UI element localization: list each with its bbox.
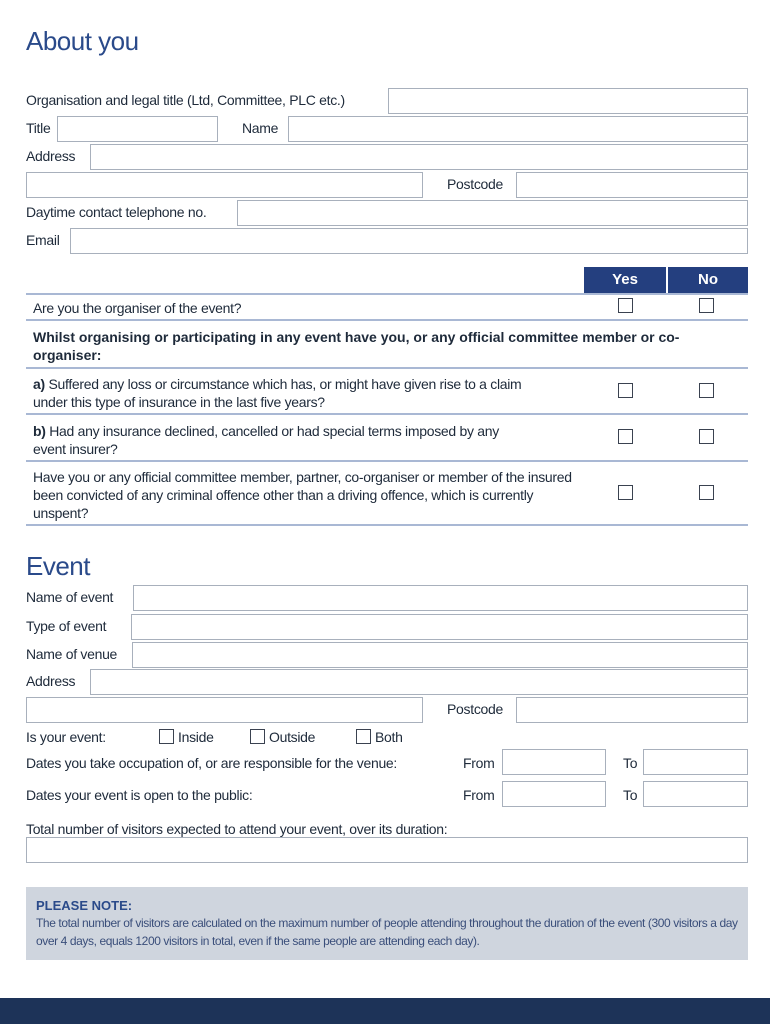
footer-bar: [0, 998, 770, 1024]
q-b-text: Had any insurance declined, cancelled or had special terms imposed by any event insurer?: [33, 423, 499, 457]
address-label: Address: [26, 148, 76, 164]
event-address-label: Address: [26, 673, 76, 689]
public-from-input[interactable]: [502, 781, 606, 807]
q-a-prefix: a): [33, 376, 45, 392]
event-postcode-label: Postcode: [447, 701, 503, 717]
please-note-box: [26, 887, 748, 960]
q-b-prefix: b): [33, 423, 46, 439]
public-to-input[interactable]: [643, 781, 748, 807]
table-rule: [26, 319, 748, 321]
venue-label: Name of venue: [26, 646, 118, 662]
both-checkbox[interactable]: [356, 729, 371, 744]
visitors-input[interactable]: [26, 837, 748, 863]
inside-checkbox[interactable]: [159, 729, 174, 744]
whilst-heading: Whilst organising or participating in any event have you, or any official committee member or co-organiser:: [33, 329, 680, 363]
inside-label: Inside: [178, 729, 214, 745]
public-to-label: To: [623, 787, 638, 803]
both-label: Both: [375, 729, 403, 745]
public-from-label: From: [463, 787, 495, 803]
org-input[interactable]: [388, 88, 748, 114]
title-label: Title: [26, 120, 51, 136]
event-address-input-line1[interactable]: [90, 669, 748, 695]
occupation-to-label: To: [623, 755, 638, 771]
table-rule: [26, 367, 748, 369]
event-type-input[interactable]: [131, 614, 748, 640]
event-postcode-input[interactable]: [516, 697, 748, 723]
address-input-line2[interactable]: [26, 172, 423, 198]
q-b: [33, 422, 533, 458]
email-label: Email: [26, 232, 60, 248]
q-a-yes-checkbox[interactable]: [618, 383, 633, 398]
event-heading: Event: [26, 551, 90, 581]
name-input[interactable]: [288, 116, 748, 142]
event-name-input[interactable]: [133, 585, 748, 611]
phone-label: Daytime contact telephone no.: [26, 204, 207, 220]
address-input-line1[interactable]: [90, 144, 748, 170]
outside-checkbox[interactable]: [250, 729, 265, 744]
q-a-no-checkbox[interactable]: [699, 383, 714, 398]
q-organiser: Are you the organiser of the event?: [33, 300, 242, 316]
occupation-dates-label: Dates you take occupation of, or are responsible for the venue:: [26, 755, 398, 771]
postcode-label: Postcode: [447, 176, 503, 192]
table-rule: [26, 524, 748, 526]
email-input[interactable]: [70, 228, 748, 254]
name-label: Name: [242, 120, 279, 136]
event-type-label: Type of event: [26, 618, 107, 634]
venue-input[interactable]: [132, 642, 748, 668]
q-convicted-yes-checkbox[interactable]: [618, 485, 633, 500]
visitors-label: Total number of visitors expected to attend your event, over its duration:: [26, 821, 448, 837]
about-heading: About you: [26, 26, 139, 56]
q-convicted: Have you or any official committee member, partner, co-organiser or member of the insured been convicted of any criminal offence other than a driving offence, which is currently unspent?: [33, 469, 572, 521]
table-rule: [26, 293, 748, 295]
occupation-from-input[interactable]: [502, 749, 606, 775]
title-input[interactable]: [57, 116, 218, 142]
q-convicted-no-checkbox[interactable]: [699, 485, 714, 500]
table-rule: [26, 460, 748, 462]
org-label: Organisation and legal title (Ltd, Committee, PLC etc.): [26, 92, 345, 108]
note-title: PLEASE NOTE:: [36, 898, 133, 913]
is-event-label: Is your event:: [26, 729, 106, 745]
event-name-label: Name of event: [26, 589, 114, 605]
yes-header: Yes: [584, 267, 666, 293]
phone-input[interactable]: [237, 200, 748, 226]
note-text: The total number of visitors are calculated on the maximum number of people attending throughout the duration of the event (300 visitors a day over 4 days, equals 1200 visitors in total, even if the same people are attending each day).: [36, 916, 738, 948]
table-rule: [26, 413, 748, 415]
occupation-from-label: From: [463, 755, 495, 771]
q-b-no-checkbox[interactable]: [699, 429, 714, 444]
q-organiser-no-checkbox[interactable]: [699, 298, 714, 313]
no-header: No: [668, 267, 748, 293]
event-address-input-line2[interactable]: [26, 697, 423, 723]
q-a: [33, 375, 533, 411]
q-organiser-yes-checkbox[interactable]: [618, 298, 633, 313]
q-a-text: Suffered any loss or circumstance which has, or might have given rise to a claim under this type of insurance in the last five years?: [33, 376, 522, 410]
public-dates-label: Dates your event is open to the public:: [26, 787, 253, 803]
postcode-input[interactable]: [516, 172, 748, 198]
q-b-yes-checkbox[interactable]: [618, 429, 633, 444]
outside-label: Outside: [269, 729, 316, 745]
occupation-to-input[interactable]: [643, 749, 748, 775]
